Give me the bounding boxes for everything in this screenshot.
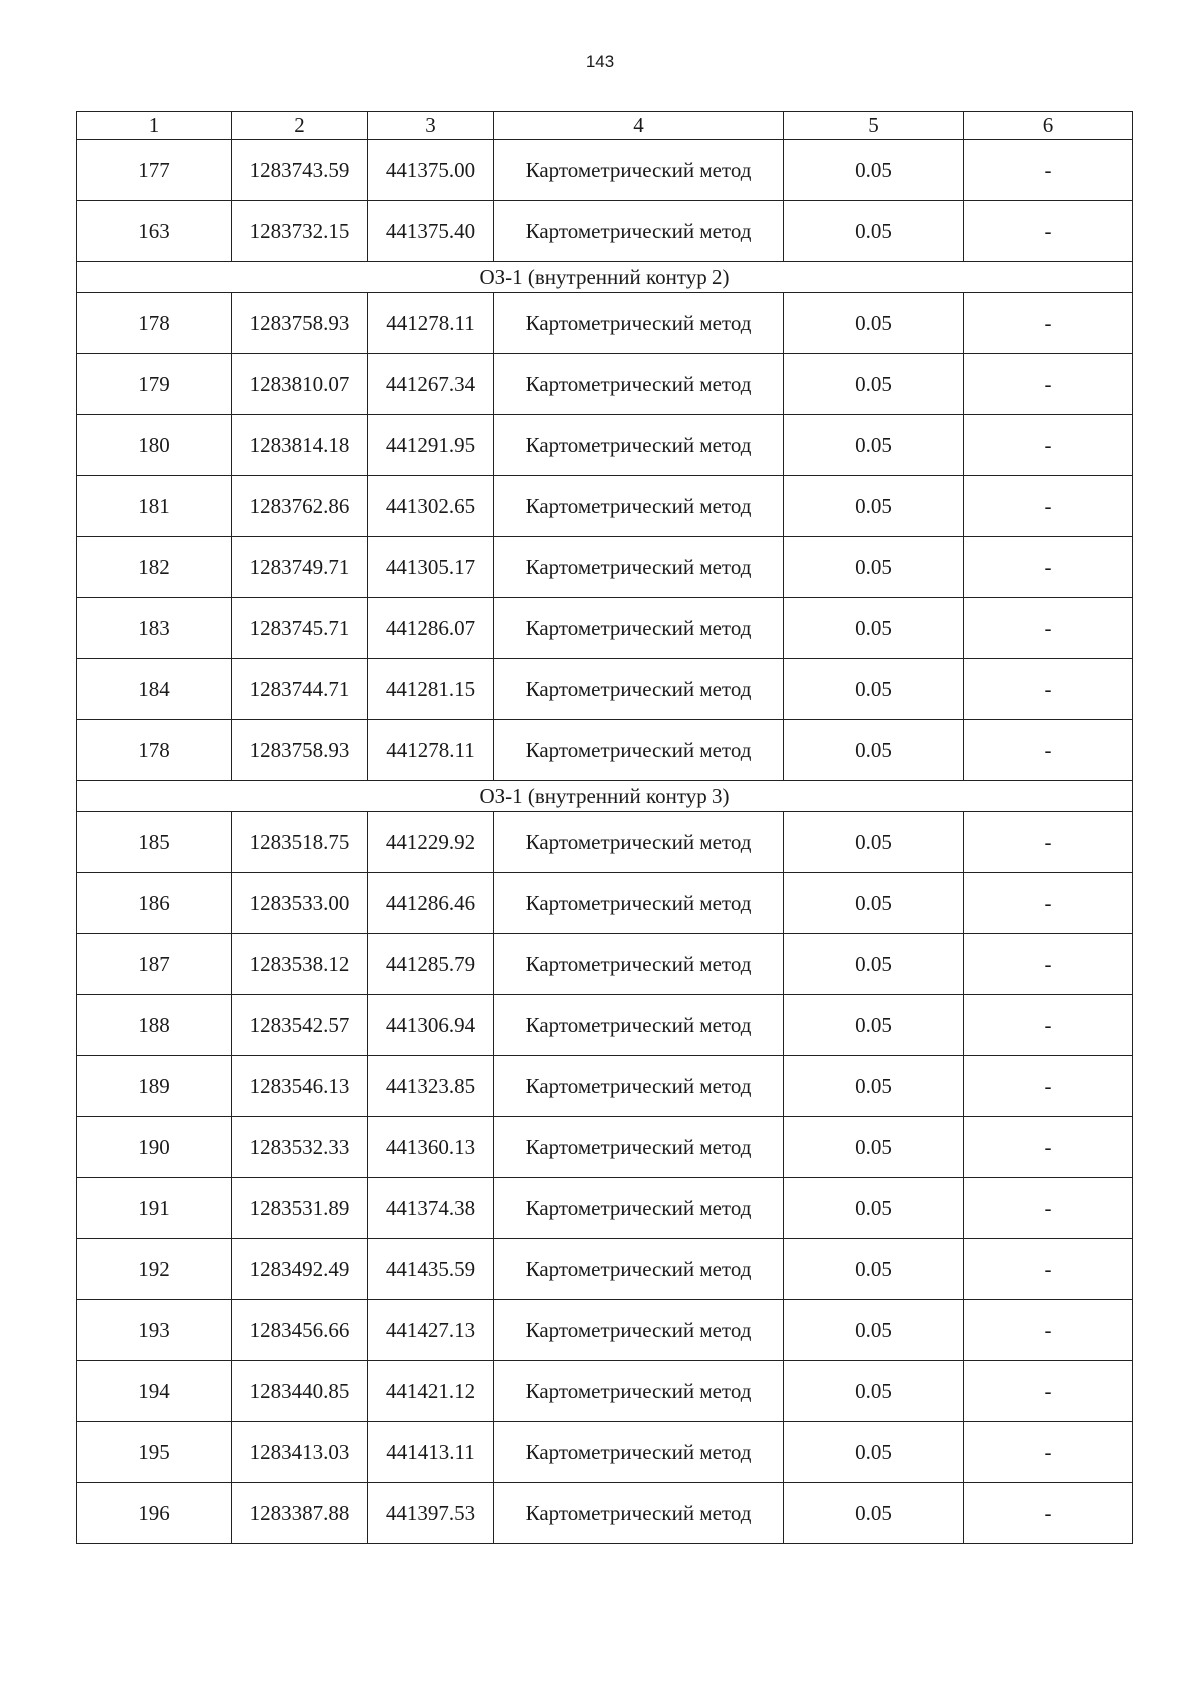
note-cell: - bbox=[964, 720, 1133, 781]
table-row bbox=[77, 201, 1133, 262]
x-coordinate-cell: 1283532.33 bbox=[232, 1117, 368, 1178]
point-number-cell: 187 bbox=[77, 934, 232, 995]
accuracy-cell: 0.05 bbox=[784, 1117, 964, 1178]
accuracy-cell: 0.05 bbox=[784, 1422, 964, 1483]
point-number-cell: 177 bbox=[77, 140, 232, 201]
x-coordinate-cell: 1283810.07 bbox=[232, 354, 368, 415]
point-number-cell: 184 bbox=[77, 659, 232, 720]
column-header: 6 bbox=[964, 112, 1133, 140]
y-coordinate-cell: 441323.85 bbox=[368, 1056, 494, 1117]
accuracy-cell: 0.05 bbox=[784, 140, 964, 201]
y-coordinate-cell: 441305.17 bbox=[368, 537, 494, 598]
table-row bbox=[77, 537, 1133, 598]
column-header: 2 bbox=[232, 112, 368, 140]
point-number-cell: 180 bbox=[77, 415, 232, 476]
section-title: ОЗ-1 (внутренний контур 2) bbox=[77, 262, 1133, 293]
note-cell: - bbox=[964, 415, 1133, 476]
method-cell: Картометрический метод bbox=[494, 812, 784, 873]
note-cell: - bbox=[964, 995, 1133, 1056]
point-number-cell: 178 bbox=[77, 293, 232, 354]
x-coordinate-cell: 1283440.85 bbox=[232, 1361, 368, 1422]
note-cell: - bbox=[964, 201, 1133, 262]
x-coordinate-cell: 1283531.89 bbox=[232, 1178, 368, 1239]
method-cell: Картометрический метод bbox=[494, 995, 784, 1056]
table-row bbox=[77, 873, 1133, 934]
y-coordinate-cell: 441278.11 bbox=[368, 293, 494, 354]
note-cell: - bbox=[964, 812, 1133, 873]
method-cell: Картометрический метод bbox=[494, 1239, 784, 1300]
accuracy-cell: 0.05 bbox=[784, 1056, 964, 1117]
method-cell: Картометрический метод bbox=[494, 934, 784, 995]
point-number-cell: 191 bbox=[77, 1178, 232, 1239]
method-cell: Картометрический метод bbox=[494, 1117, 784, 1178]
accuracy-cell: 0.05 bbox=[784, 354, 964, 415]
table-row bbox=[77, 934, 1133, 995]
note-cell: - bbox=[964, 873, 1133, 934]
method-cell: Картометрический метод bbox=[494, 873, 784, 934]
x-coordinate-cell: 1283814.18 bbox=[232, 415, 368, 476]
point-number-cell: 192 bbox=[77, 1239, 232, 1300]
table-row bbox=[77, 293, 1133, 354]
method-cell: Картометрический метод bbox=[494, 537, 784, 598]
x-coordinate-cell: 1283745.71 bbox=[232, 598, 368, 659]
x-coordinate-cell: 1283546.13 bbox=[232, 1056, 368, 1117]
x-coordinate-cell: 1283518.75 bbox=[232, 812, 368, 873]
table-row bbox=[77, 415, 1133, 476]
accuracy-cell: 0.05 bbox=[784, 995, 964, 1056]
x-coordinate-cell: 1283749.71 bbox=[232, 537, 368, 598]
table-body bbox=[77, 140, 1133, 1544]
accuracy-cell: 0.05 bbox=[784, 812, 964, 873]
y-coordinate-cell: 441397.53 bbox=[368, 1483, 494, 1544]
y-coordinate-cell: 441375.00 bbox=[368, 140, 494, 201]
point-number-cell: 163 bbox=[77, 201, 232, 262]
x-coordinate-cell: 1283538.12 bbox=[232, 934, 368, 995]
x-coordinate-cell: 1283413.03 bbox=[232, 1422, 368, 1483]
accuracy-cell: 0.05 bbox=[784, 598, 964, 659]
accuracy-cell: 0.05 bbox=[784, 720, 964, 781]
accuracy-cell: 0.05 bbox=[784, 537, 964, 598]
y-coordinate-cell: 441427.13 bbox=[368, 1300, 494, 1361]
table-row bbox=[77, 354, 1133, 415]
table-row bbox=[77, 1483, 1133, 1544]
y-coordinate-cell: 441435.59 bbox=[368, 1239, 494, 1300]
point-number-cell: 190 bbox=[77, 1117, 232, 1178]
point-number-cell: 189 bbox=[77, 1056, 232, 1117]
y-coordinate-cell: 441278.11 bbox=[368, 720, 494, 781]
x-coordinate-cell: 1283758.93 bbox=[232, 720, 368, 781]
accuracy-cell: 0.05 bbox=[784, 1361, 964, 1422]
note-cell: - bbox=[964, 1483, 1133, 1544]
x-coordinate-cell: 1283732.15 bbox=[232, 201, 368, 262]
note-cell: - bbox=[964, 293, 1133, 354]
point-number-cell: 185 bbox=[77, 812, 232, 873]
table-row bbox=[77, 476, 1133, 537]
note-cell: - bbox=[964, 934, 1133, 995]
table-row bbox=[77, 995, 1133, 1056]
note-cell: - bbox=[964, 1361, 1133, 1422]
section-title-row bbox=[77, 781, 1133, 812]
y-coordinate-cell: 441286.46 bbox=[368, 873, 494, 934]
accuracy-cell: 0.05 bbox=[784, 659, 964, 720]
method-cell: Картометрический метод bbox=[494, 415, 784, 476]
table-row bbox=[77, 812, 1133, 873]
method-cell: Картометрический метод bbox=[494, 1483, 784, 1544]
note-cell: - bbox=[964, 1300, 1133, 1361]
method-cell: Картометрический метод bbox=[494, 354, 784, 415]
y-coordinate-cell: 441413.11 bbox=[368, 1422, 494, 1483]
method-cell: Картометрический метод bbox=[494, 720, 784, 781]
accuracy-cell: 0.05 bbox=[784, 1178, 964, 1239]
table-row bbox=[77, 1178, 1133, 1239]
accuracy-cell: 0.05 bbox=[784, 476, 964, 537]
note-cell: - bbox=[964, 1178, 1133, 1239]
x-coordinate-cell: 1283744.71 bbox=[232, 659, 368, 720]
x-coordinate-cell: 1283387.88 bbox=[232, 1483, 368, 1544]
section-title: ОЗ-1 (внутренний контур 3) bbox=[77, 781, 1133, 812]
section-title-row bbox=[77, 262, 1133, 293]
point-number-cell: 179 bbox=[77, 354, 232, 415]
note-cell: - bbox=[964, 476, 1133, 537]
method-cell: Картометрический метод bbox=[494, 140, 784, 201]
method-cell: Картометрический метод bbox=[494, 1422, 784, 1483]
table-row bbox=[77, 659, 1133, 720]
table-row bbox=[77, 720, 1133, 781]
column-header: 4 bbox=[494, 112, 784, 140]
table-row bbox=[77, 1117, 1133, 1178]
accuracy-cell: 0.05 bbox=[784, 1300, 964, 1361]
accuracy-cell: 0.05 bbox=[784, 934, 964, 995]
table-header bbox=[77, 112, 1133, 140]
x-coordinate-cell: 1283762.86 bbox=[232, 476, 368, 537]
accuracy-cell: 0.05 bbox=[784, 1483, 964, 1544]
x-coordinate-cell: 1283533.00 bbox=[232, 873, 368, 934]
note-cell: - bbox=[964, 140, 1133, 201]
point-number-cell: 182 bbox=[77, 537, 232, 598]
column-header: 5 bbox=[784, 112, 964, 140]
point-number-cell: 186 bbox=[77, 873, 232, 934]
method-cell: Картометрический метод bbox=[494, 201, 784, 262]
accuracy-cell: 0.05 bbox=[784, 293, 964, 354]
y-coordinate-cell: 441375.40 bbox=[368, 201, 494, 262]
note-cell: - bbox=[964, 598, 1133, 659]
x-coordinate-cell: 1283492.49 bbox=[232, 1239, 368, 1300]
accuracy-cell: 0.05 bbox=[784, 201, 964, 262]
table-row bbox=[77, 1056, 1133, 1117]
table-row bbox=[77, 1239, 1133, 1300]
y-coordinate-cell: 441302.65 bbox=[368, 476, 494, 537]
column-header: 1 bbox=[77, 112, 232, 140]
method-cell: Картометрический метод bbox=[494, 476, 784, 537]
x-coordinate-cell: 1283743.59 bbox=[232, 140, 368, 201]
table-row bbox=[77, 1361, 1133, 1422]
point-number-cell: 193 bbox=[77, 1300, 232, 1361]
point-number-cell: 194 bbox=[77, 1361, 232, 1422]
table-row bbox=[77, 140, 1133, 201]
y-coordinate-cell: 441421.12 bbox=[368, 1361, 494, 1422]
note-cell: - bbox=[964, 1422, 1133, 1483]
note-cell: - bbox=[964, 1239, 1133, 1300]
y-coordinate-cell: 441285.79 bbox=[368, 934, 494, 995]
y-coordinate-cell: 441229.92 bbox=[368, 812, 494, 873]
y-coordinate-cell: 441281.15 bbox=[368, 659, 494, 720]
y-coordinate-cell: 441286.07 bbox=[368, 598, 494, 659]
y-coordinate-cell: 441374.38 bbox=[368, 1178, 494, 1239]
method-cell: Картометрический метод bbox=[494, 1056, 784, 1117]
point-number-cell: 181 bbox=[77, 476, 232, 537]
table-row bbox=[77, 598, 1133, 659]
table-row bbox=[77, 1422, 1133, 1483]
point-number-cell: 196 bbox=[77, 1483, 232, 1544]
accuracy-cell: 0.05 bbox=[784, 415, 964, 476]
column-header: 3 bbox=[368, 112, 494, 140]
y-coordinate-cell: 441267.34 bbox=[368, 354, 494, 415]
note-cell: - bbox=[964, 1056, 1133, 1117]
method-cell: Картометрический метод bbox=[494, 1361, 784, 1422]
method-cell: Картометрический метод bbox=[494, 1178, 784, 1239]
x-coordinate-cell: 1283758.93 bbox=[232, 293, 368, 354]
header-row bbox=[77, 112, 1133, 140]
point-number-cell: 188 bbox=[77, 995, 232, 1056]
method-cell: Картометрический метод bbox=[494, 598, 784, 659]
note-cell: - bbox=[964, 537, 1133, 598]
accuracy-cell: 0.05 bbox=[784, 873, 964, 934]
point-number-cell: 195 bbox=[77, 1422, 232, 1483]
method-cell: Картометрический метод bbox=[494, 1300, 784, 1361]
point-number-cell: 183 bbox=[77, 598, 232, 659]
method-cell: Картометрический метод bbox=[494, 293, 784, 354]
table-row bbox=[77, 1300, 1133, 1361]
point-number-cell: 178 bbox=[77, 720, 232, 781]
coordinates-table bbox=[76, 111, 1133, 1544]
method-cell: Картометрический метод bbox=[494, 659, 784, 720]
y-coordinate-cell: 441306.94 bbox=[368, 995, 494, 1056]
note-cell: - bbox=[964, 354, 1133, 415]
x-coordinate-cell: 1283456.66 bbox=[232, 1300, 368, 1361]
x-coordinate-cell: 1283542.57 bbox=[232, 995, 368, 1056]
accuracy-cell: 0.05 bbox=[784, 1239, 964, 1300]
page-number: 143 bbox=[585, 52, 615, 71]
y-coordinate-cell: 441360.13 bbox=[368, 1117, 494, 1178]
y-coordinate-cell: 441291.95 bbox=[368, 415, 494, 476]
note-cell: - bbox=[964, 659, 1133, 720]
note-cell: - bbox=[964, 1117, 1133, 1178]
